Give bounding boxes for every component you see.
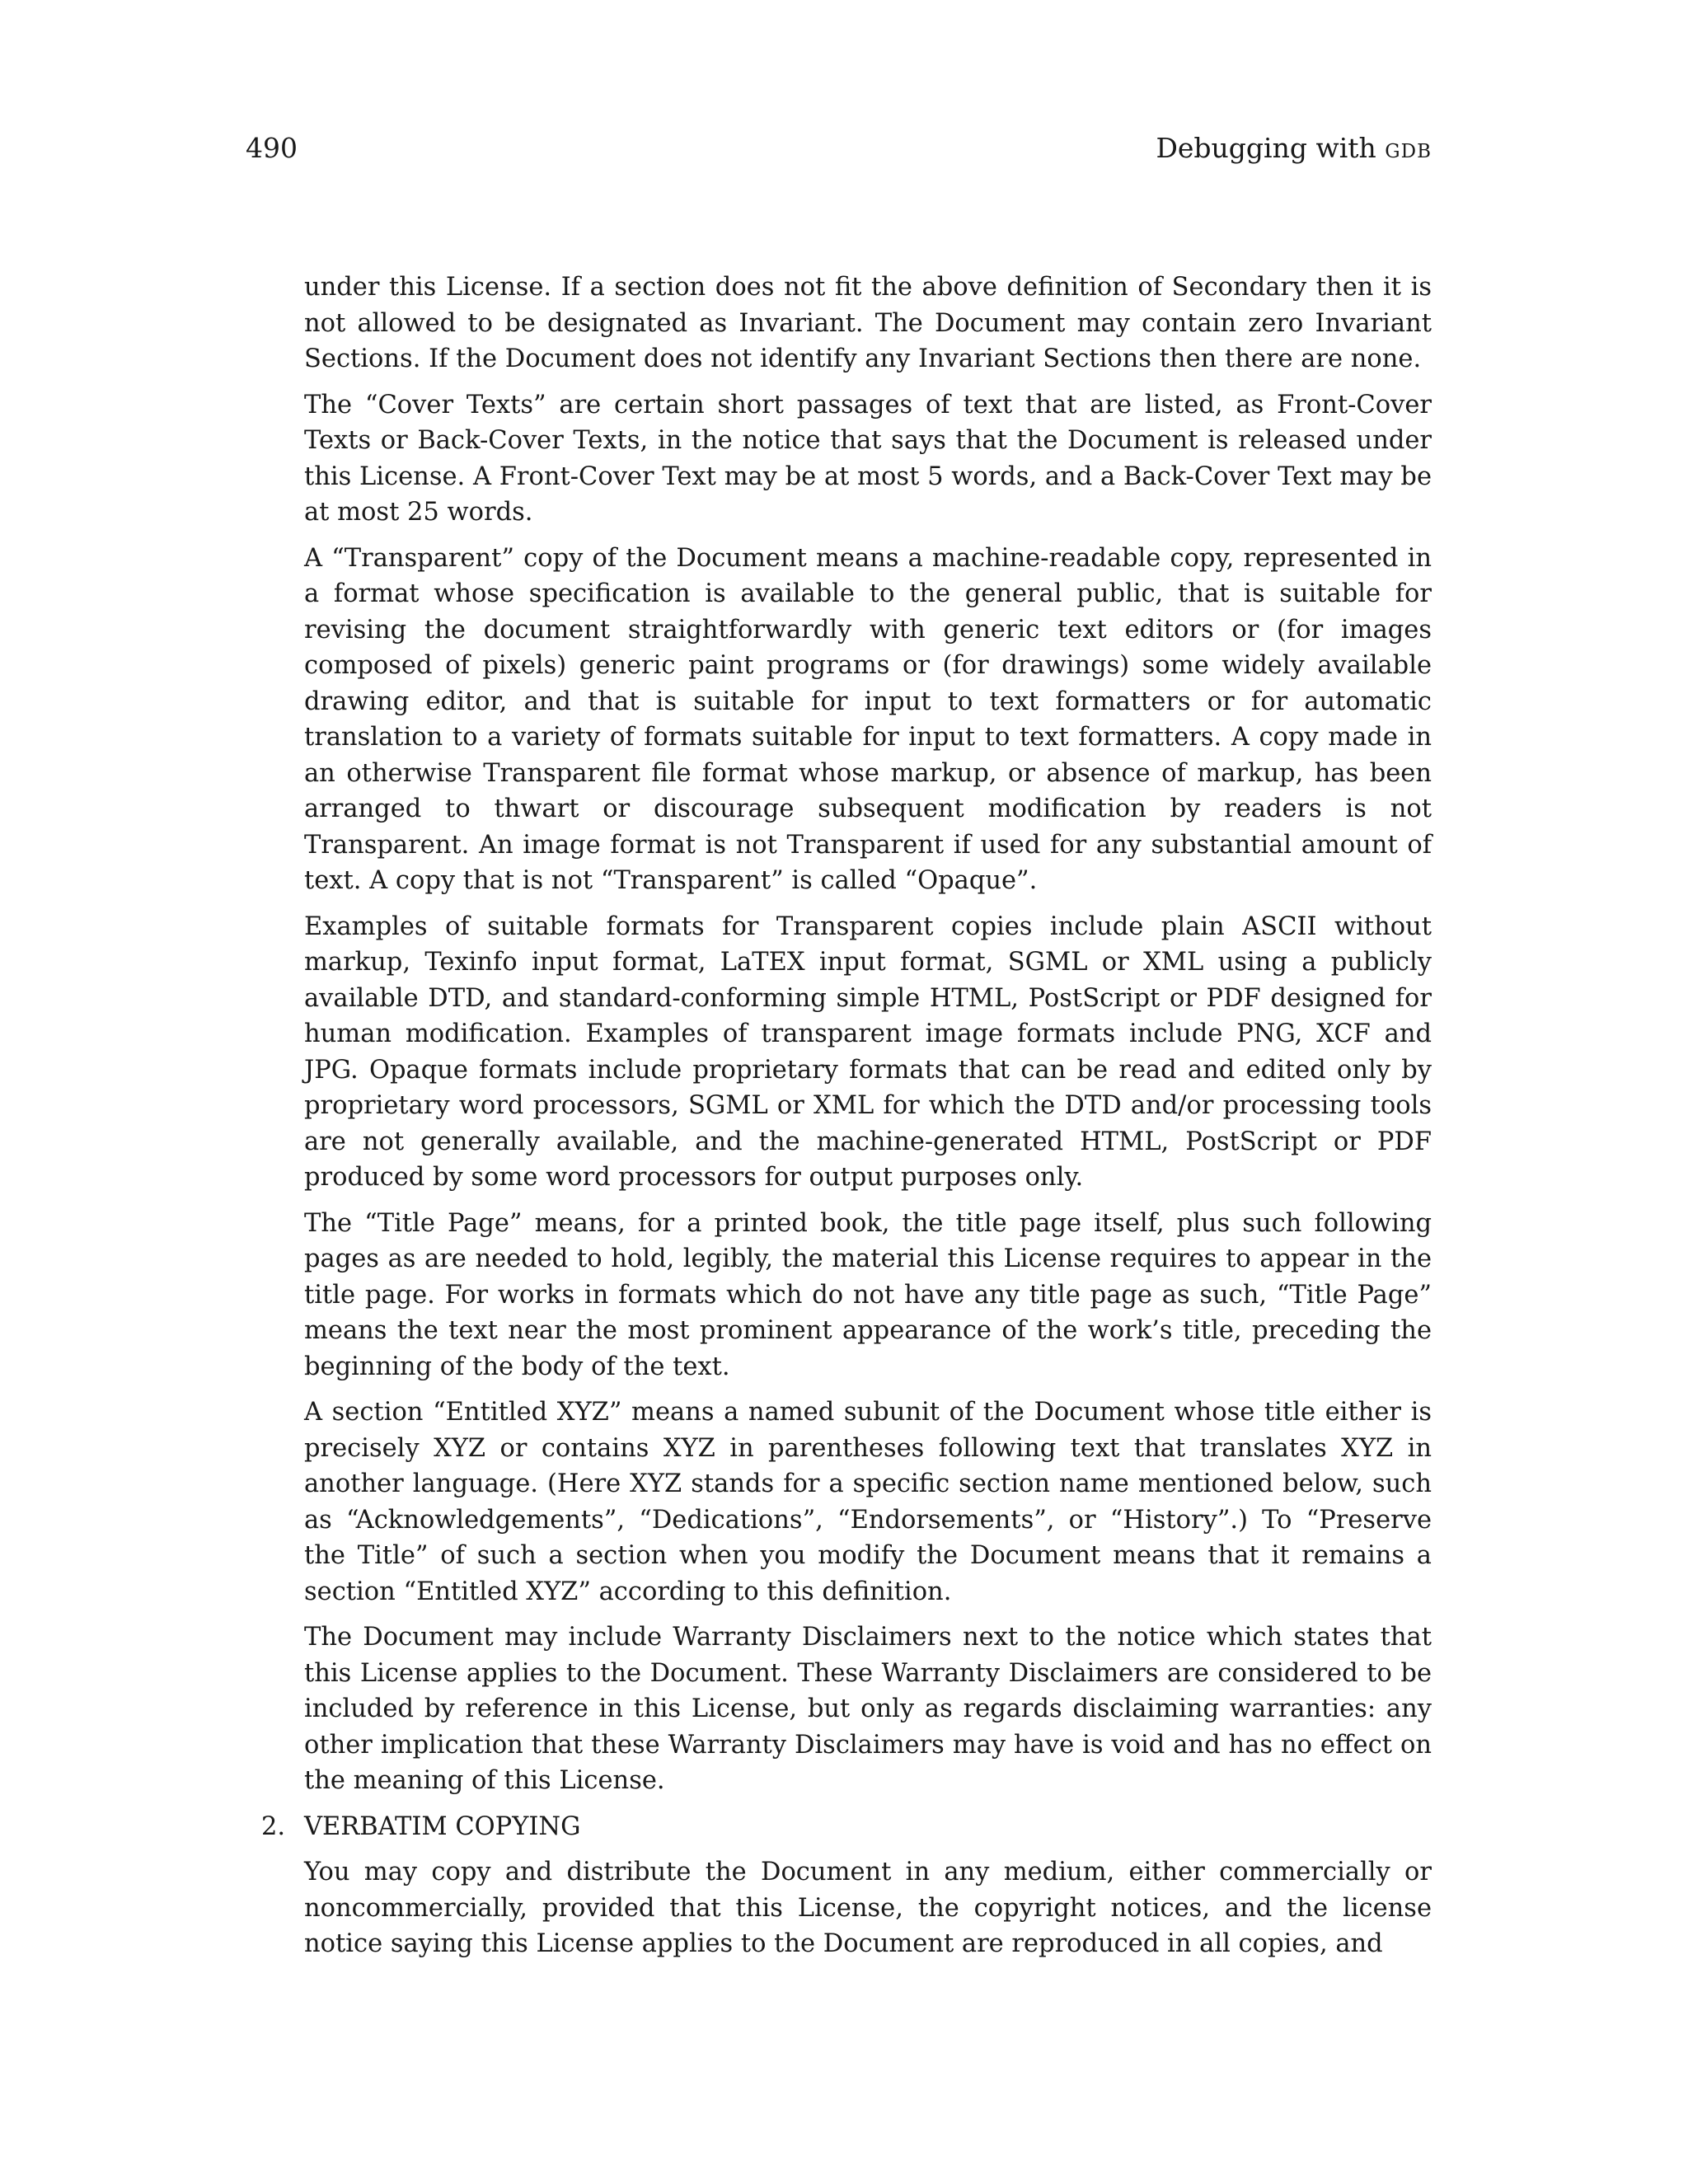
section-heading-verbatim-copying	[261, 1809, 1432, 1845]
paragraph-transparent-copy: A “Transparent” copy of the Document means a machine-readable copy, represented in a format whose specification is available to the general public, that is suitable for revising the document straightforwardly with generic text editors or (for images composed of pixels) generic paint programs or (for drawings) some widely available drawing editor, and that is suitable for input to text formatters or for automatic translation to a variety of formats suitable for input to text formatters. A copy made in an otherwise Transparent file format whose markup, or absence of markup, has been arranged to thwart or discourage subsequent modification by readers is not Transparent. An image format is not Transparent if used for any substantial amount of text. A copy that is not “Transparent” is called “Opaque”.	[304, 543, 1432, 895]
running-title-program: gdb	[1385, 132, 1432, 164]
document-body	[261, 269, 1432, 1972]
paragraph-invariant-sections: under this License. If a section does not fit the above definition of Secondary then it is not allowed to be designated as Invariant. The Document may contain zero Invariant Sections. If the Document does not identify any Invariant Sections then there are none.	[304, 273, 1432, 373]
paragraph-verbatim-copying: You may copy and distribute the Document in any medium, either commercially or noncommercially, provided that this License, the copyright notices, and the license notice saying this License applies to the Document are reproduced in all copies, and	[304, 1858, 1432, 1958]
paragraph-cover-texts: The “Cover Texts” are certain short passages of text that are listed, as Front-Cover Texts or Back-Cover Texts, in the notice that says that the Document is released under this License. A Front-Cover Text may be at most 5 words, and a Back-Cover Text may be at most 25 words.	[304, 390, 1432, 527]
paragraph-title-page: The “Title Page” means, for a printed book, the title page itself, plus such following pages as are needed to hold, legibly, the material this License requires to appear in the title page. For works in formats which do not have any title page as such, “Title Page” means the text near the most prominent appearance of the work’s title, preceding the beginning of the body of the text.	[304, 1208, 1432, 1381]
running-title	[1156, 132, 1432, 165]
paragraph-suitable-formats: Examples of suitable formats for Transparent copies include plain ASCII without markup, Texinfo input format, LaTEX input format, SGML or XML using a publicly available DTD, and standard-conforming simple HTML, PostScript or PDF designed for human modification. Examples of transparent image formats include PNG, XCF and JPG. Opaque formats include proprietary formats that can be read and edited only by proprietary word processors, SGML or XML for which the DTD and/or processing tools are not generally available, and the machine-generated HTML, PostScript or PDF produced by some word processors for output purposes only.	[304, 912, 1432, 1192]
section-number: 2.	[261, 1811, 286, 1841]
running-title-text: Debugging with	[1156, 132, 1386, 164]
section-title: VERBATIM COPYING	[304, 1811, 581, 1841]
paragraph-warranty-disclaimers: The Document may include Warranty Disclaimers next to the notice which states that this License applies to the Document. These Warranty Disclaimers are considered to be included by reference in this License, but only as regards disclaiming warranties: any other implication that these Warranty Disclaimers may have is void and has no effect on the meaning of this License.	[304, 1623, 1432, 1795]
paragraph-entitled-xyz: A section “Entitled XYZ” means a named subunit of the Document whose title either is precisely XYZ or contains XYZ in parentheses following text that translates XYZ in another language. (Here XYZ stands for a specific section name mentioned below, such as “Acknowledgements”, “Dedications”, “Endorsements”, or “History”.) To “Preserve the Title” of such a section when you modify the Document means that it remains a section “Entitled XYZ” according to this definition.	[304, 1398, 1432, 1606]
page-number: 490	[246, 132, 298, 164]
